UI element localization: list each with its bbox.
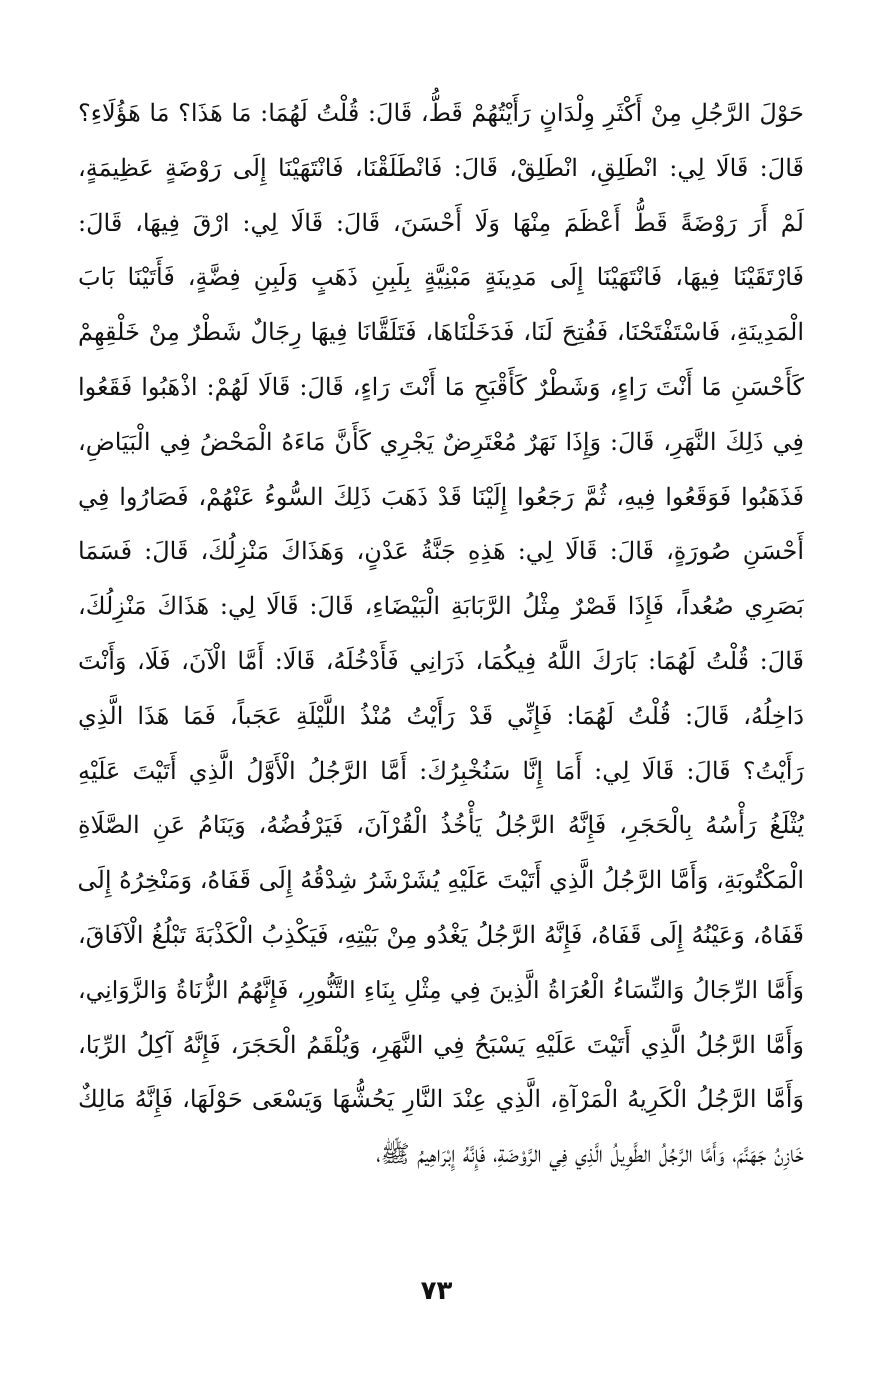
body-text <box>78 86 804 1182</box>
text-line: وَأَمَّا الرَّجُلُ الَّذِي أَتَيْتَ عَلَيْهِ يَسْبَحُ فِي النَّهَرِ، وَيُلْقَمُ الْحَجَرَ، فَإِنَّهُ آكِلُ الرِّبَا، <box>78 1030 804 1059</box>
text-line: وَأَمَّا الرَّجُلُ الْكَرِيهُ الْمَرْآةِ، الَّذِي عِنْدَ النَّارِ يَحُشُّهَا وَيَسْعَى حَوْلَهَا، فَإِنَّهُ مَالِكٌ <box>78 1085 804 1114</box>
text-line: وَأَمَّا الرِّجَالُ وَالنِّسَاءُ الْعُرَاةُ الَّذِينَ فِي مِثْلِ بِنَاءِ التَّنُّورِ، فَإِنَّهُمُ الزُّنَاةُ وَالزَّوَانِي، <box>78 975 804 1004</box>
text-line: فِي ذَلِكَ النَّهَرِ، قَالَ: وَإِذَا نَهَرٌ مُعْتَرِضٌ يَجْرِي كَأَنَّ مَاءَهُ الْمَحْضُ فِي الْبَيَاضِ، <box>78 427 804 456</box>
text-line: يُثْلَغُ رَأْسُهُ بِالْحَجَرِ، فَإِنَّهُ الرَّجُلُ يَأْخُذُ الْقُرْآنَ، فَيَرْفُضُهُ، وَيَنَامُ عَنِ الصَّلَاةِ <box>78 811 804 840</box>
text-line: خَازِنُ جَهَنَّمَ، وَأَمَّا الرَّجُلُ الطَّوِيلُ الَّذِي فِي الرَّوْضَةِ، فَإِنَّهُ إِبْرَاهِيمُ ﷺ، <box>376 1140 804 1169</box>
text-line: رَأَيْتُ؟ قَالَ: قَالَا لِي: أَمَا إِنَّا سَنُخْبِرُكَ: أَمَّا الرَّجُلُ الْأَوَّلُ الَّذِي أَتَيْتَ عَلَيْهِ <box>78 756 804 785</box>
text-line: دَاخِلُهُ، قَالَ: قُلْتُ لَهُمَا: فَإِنِّي قَدْ رَأَيْتُ مُنْذُ اللَّيْلَةِ عَجَباً، فَمَا هَذَا الَّذِي <box>78 701 804 730</box>
text-line: قَفَاهُ، وَعَيْنُهُ إِلَى قَفَاهُ، فَإِنَّهُ الرَّجُلُ يَغْدُو مِنْ بَيْتِهِ، فَيَكْذِبُ الْكَذْبَةَ تَبْلُغُ الْآفَاقَ، <box>78 920 804 949</box>
text-line: قَالَ: قُلْتُ لَهُمَا: بَارَكَ اللَّهُ فِيكُمَا، ذَرَانِي فَأَدْخُلَهُ، قَالَا: أَمَّا الْآنَ، فَلَا، وَأَنْتَ <box>78 646 804 675</box>
text-line: أَحْسَنِ صُورَةٍ، قَالَ: قَالَا لِي: هَذِهِ جَنَّةُ عَدْنٍ، وَهَذَاكَ مَنْزِلُكَ، قَالَ: فَسَمَا <box>78 537 804 566</box>
text-line: قَالَ: قَالَا لِي: انْطَلِقِ، انْطَلِقْ، قَالَ: فَانْطَلَقْنَا، فَانْتَهَيْنَا إِلَى رَوْضَةٍ عَظِيمَةٍ، <box>78 153 804 182</box>
text-line: بَصَرِي صُعُداً، فَإِذَا قَصْرٌ مِثْلُ الرَّبَابَةِ الْبَيْضَاءِ، قَالَ: قَالَا لِي: هَذَاكَ مَنْزِلُكَ، <box>78 592 804 621</box>
page-number: ٧٣ <box>420 1276 453 1306</box>
text-line: فَذَهَبُوا فَوَقَعُوا فِيهِ، ثُمَّ رَجَعُوا إِلَيْنَا قَدْ ذَهَبَ ذَلِكَ السُّوءُ عَنْهُمْ، فَصَارُوا فِي <box>78 482 804 511</box>
text-line: الْمَكْتُوبَةِ، وَأَمَّا الرَّجُلُ الَّذِي أَتَيْتَ عَلَيْهِ يُشَرْشَرُ شِدْقُهُ إِلَى قَفَاهُ، وَمَنْخِرُهُ إِلَى <box>78 866 804 895</box>
text-line: حَوْلَ الرَّجُلِ مِنْ أَكْثَرِ وِلْدَانٍ رَأَيْتُهُمْ قَطُّ، قَالَ: قُلْتُ لَهُمَا: مَا هَذَا؟ مَا هَؤُلَاءِ؟ <box>78 99 804 127</box>
text-line: فَارْتَقَيْنَا فِيهَا، فَانْتَهَيْنَا إِلَى مَدِينَةٍ مَبْنِيَّةٍ بِلَبِنِ ذَهَبٍ وَلَبِنِ فِضَّةٍ، فَأَتَيْنَا بَابَ <box>78 263 804 292</box>
text-line: لَمْ أَرَ رَوْضَةً قَطُّ أَعْظَمَ مِنْهَا وَلَا أَحْسَنَ، قَالَ: قَالَا لِي: ارْقَ فِيهَا، قَالَ: <box>78 208 804 237</box>
text-line: الْمَدِينَةِ، فَاسْتَفْتَحْنَا، فَفُتِحَ لَنَا، فَدَخَلْنَاهَا، فَتَلَقَّانَا فِيهَا رِجَالٌ شَطْرٌ مِنْ خَلْقِهِمْ <box>78 318 804 347</box>
text-line: كَأَحْسَنِ مَا أَنْتَ رَاءٍ، وَشَطْرٌ كَأَقْبَحِ مَا أَنْتَ رَاءٍ، قَالَ: قَالَا لَهُمْ: اذْهَبُوا فَقَعُوا <box>78 372 804 401</box>
